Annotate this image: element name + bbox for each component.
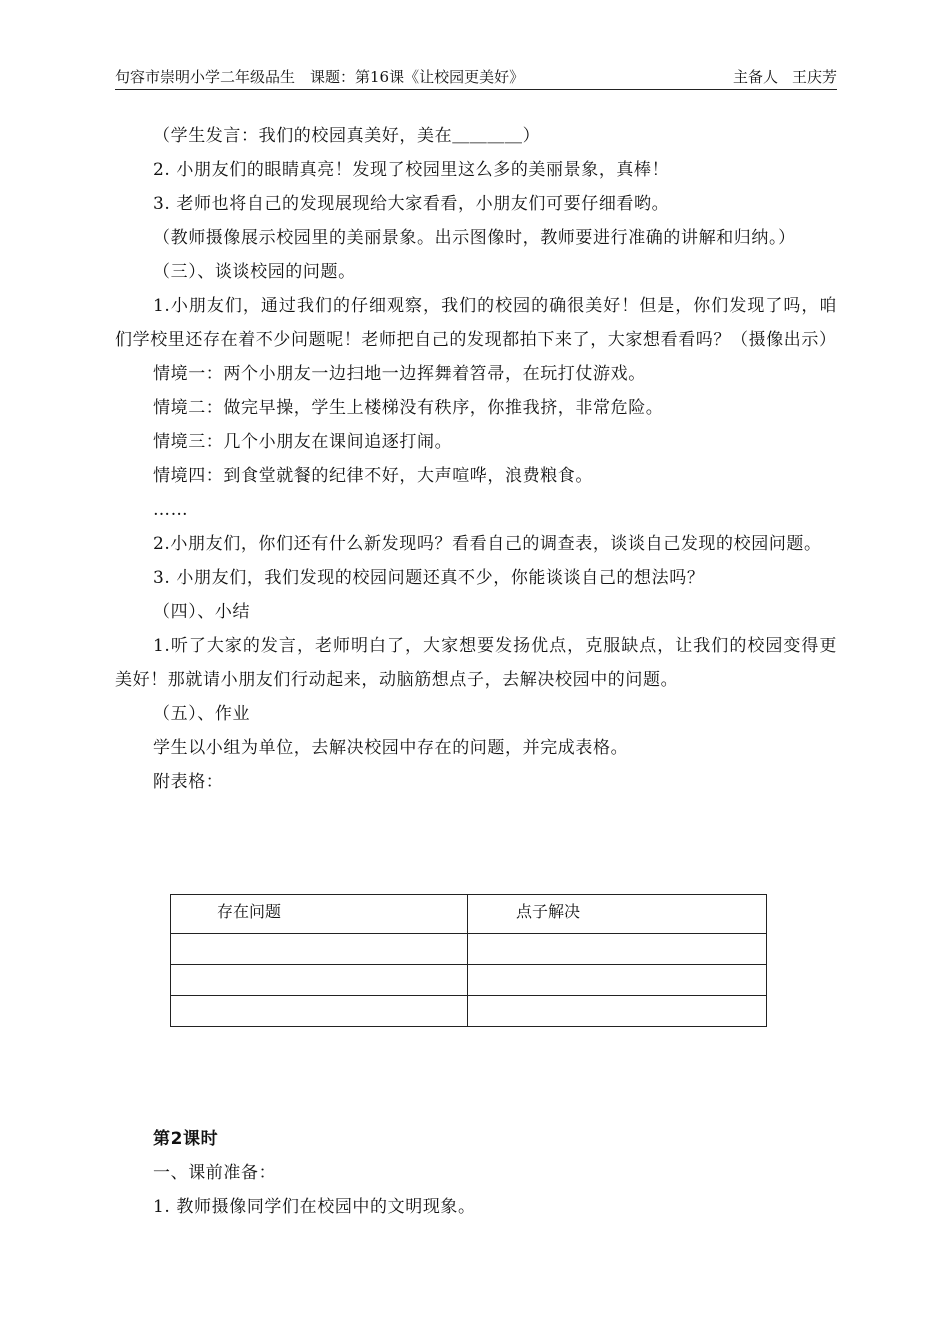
- scenario-one: 情境一：两个小朋友一边扫地一边挥舞着笤帚，在玩打仗游戏。: [153, 364, 646, 384]
- page-header: [115, 67, 837, 90]
- table-cell: [171, 934, 468, 965]
- table-cell: [171, 965, 468, 996]
- paragraph-ideas: 3. 小朋友们，我们发现的校园问题还真不少，你能谈谈自己的想法吗？: [153, 568, 705, 588]
- table-row: [171, 934, 767, 965]
- table-cell: [171, 996, 468, 1027]
- table-header-solution: 点子解决: [468, 895, 767, 934]
- header-author: [733, 67, 837, 87]
- scenario-four: 情境四：到食堂就餐的纪律不好，大声喧哗，浪费粮食。: [153, 466, 593, 486]
- paragraph-praise: 2. 小朋友们的眼睛真亮！发现了校园里这么多的美丽景象，真棒！: [153, 160, 670, 180]
- paragraph-homework: 学生以小组为单位，去解决校园中存在的问题，并完成表格。: [153, 738, 629, 758]
- header-course-info: 句容市崇明小学二年级品生 课题：第16课《让校园更美好》: [115, 68, 525, 86]
- paragraph-problems-intro: 1.小朋友们，通过我们的仔细观察，我们的校园的确很美好！但是，你们发现了吗，咱们学校里还存在着不少问题呢！老师把自己的发现都拍下来了，大家想看看吗？（摄像出示）: [115, 296, 837, 350]
- paragraph-new-findings: 2.小朋友们，你们还有什么新发现吗？看看自己的调查表，谈谈自己发现的校园问题。: [153, 534, 822, 554]
- homework-table: [170, 894, 767, 1027]
- lesson-two-section: [115, 1122, 837, 1224]
- lesson-two-prep-heading: 一、课前准备：: [153, 1163, 277, 1183]
- paragraph-teacher-note: （教师摄像展示校园里的美丽景象。出示图像时，教师要进行准确的讲解和归纳。）: [153, 228, 796, 248]
- scenario-two: 情境二：做完早操，学生上楼梯没有秩序，你推我挤，非常危险。: [153, 398, 664, 418]
- scenario-three: 情境三：几个小朋友在课间追逐打闹。: [153, 432, 453, 452]
- lesson-body: [115, 119, 837, 799]
- lesson-two-prep-item: 1. 教师摄像同学们在校园中的文明现象。: [153, 1197, 476, 1217]
- lesson-two-title: 第2课时: [153, 1129, 219, 1149]
- table-row: [171, 996, 767, 1027]
- ellipsis: ……: [153, 500, 189, 520]
- table-cell: [468, 934, 767, 965]
- table-header-row: [171, 895, 767, 934]
- paragraph-teacher-show: 3. 老师也将自己的发现展现给大家看看，小朋友们可要仔细看哟。: [153, 194, 670, 214]
- header-author-role: 主备人: [732, 68, 778, 86]
- header-author-name: 王庆芳: [791, 68, 837, 86]
- table-header-problem: 存在问题: [171, 895, 468, 934]
- table-cell: [468, 965, 767, 996]
- section-five-heading: （五）、作业: [153, 704, 251, 724]
- section-three-heading: （三）、谈谈校园的问题。: [153, 262, 356, 282]
- table-row: [171, 965, 767, 996]
- table-cell: [468, 996, 767, 1027]
- attached-table-label: 附表格：: [153, 772, 224, 792]
- paragraph-summary: 1.听了大家的发言，老师明白了，大家想要发扬优点，克服缺点，让我们的校园变得更美好！那就请小朋友们行动起来，动脑筋想点子，去解决校园中的问题。: [115, 636, 837, 690]
- paragraph-student-speech: （学生发言：我们的校园真美好，美在＿＿＿＿）: [153, 126, 541, 146]
- section-four-heading: （四）、小结: [153, 602, 251, 622]
